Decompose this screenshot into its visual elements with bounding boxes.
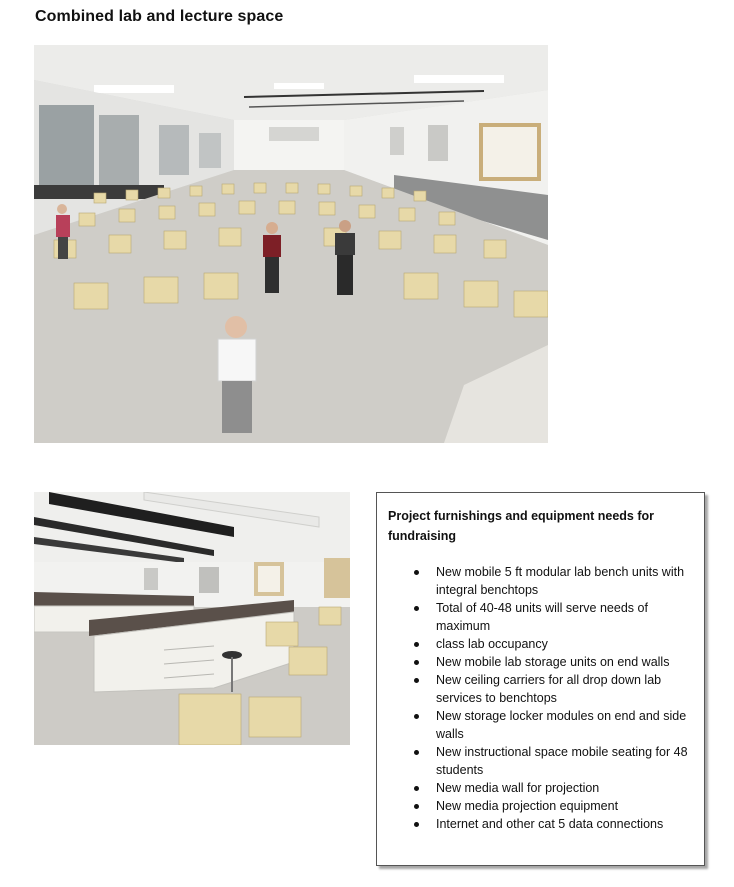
needs-list-item: New ceiling carriers for all drop down lab services to benchtops (388, 671, 694, 707)
needs-list-item: New mobile lab storage units on end walls (388, 653, 694, 671)
needs-list-item: New instructional space mobile seating for 48 students (388, 743, 694, 779)
needs-list-item: class lab occupancy (388, 635, 694, 653)
needs-list-item: Total of 40-48 units will serve needs of maximum (388, 599, 694, 635)
needs-list-item: New mobile 5 ft modular lab bench units with integral benchtops (388, 563, 694, 599)
needs-list (388, 563, 694, 833)
needs-heading: Project furnishings and equipment needs for fundraising (388, 509, 655, 543)
fundraising-needs-box (376, 492, 705, 866)
needs-list-item: New media wall for projection (388, 779, 694, 797)
lecture-seating-render (34, 45, 548, 443)
needs-list-item: New storage locker modules on end and side walls (388, 707, 694, 743)
needs-list-item: Internet and other cat 5 data connections (388, 815, 694, 833)
page-title: Combined lab and lecture space (35, 8, 284, 25)
lab-bench-render (34, 492, 350, 745)
needs-list-item: New media projection equipment (388, 797, 694, 815)
